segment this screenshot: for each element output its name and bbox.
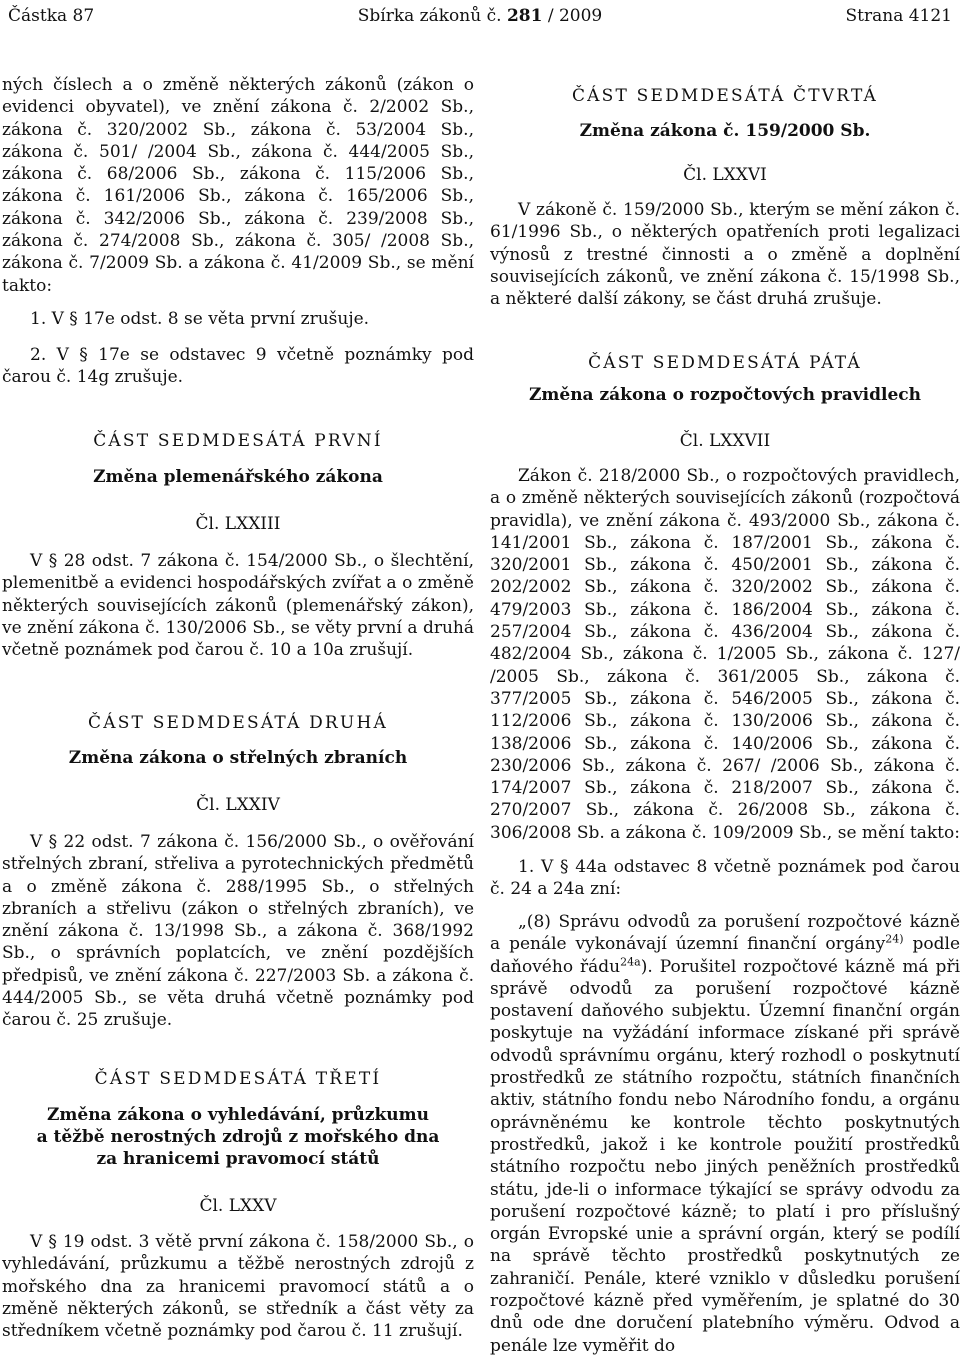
list-item: 1. V § 44a odstavec 8 včetně poznámek pod čarou č. 24 a 24a zní: — [490, 857, 960, 900]
article-number: Čl. LXXV — [199, 1196, 277, 1216]
part-title-line: za hranicemi pravomocí států — [96, 1149, 380, 1169]
part-heading: ČÁST SEDMDESÁTÁ ČTVRTÁ — [571, 86, 879, 106]
article-text: Zákon č. 218/2000 Sb., o rozpočtových pravidlech, a o změně některých souvisejících zákonů (rozpočtová pravidla), ve znění zákona č. 493/2000 Sb., zákona č. 141/2001 Sb., zákona č. 187/2001 Sb., zákona č. 320/2001 Sb., zákona č. 450/2001 Sb., zákona č. 202/2002 Sb., zákona č. 320/2002 Sb., zákona č. 479/2003 Sb., zákona č. 186/2004 Sb., zákona č. 257/2004 Sb., zákona č. 436/2004 Sb., zákona č. 482/2004 Sb., zákona č. 1/2005 Sb., zákona č. 127/ /2005 Sb., zákona č. 361/2005 Sb., zákona č. 377/2005 Sb., zákona č. 546/2005 Sb., zákona č. 112/2006 Sb., zákona č. 130/2006 Sb., zákona č. 138/2006 Sb., zákona č. 140/2006 Sb., zákona č. 230/2006 Sb., zákona č. 267/ /2006 Sb., zákona č. 174/2007 Sb., zákona č. 218/2007 Sb., zákona č. 270/2007 Sb., zákona č. 26/2008 Sb., zákona č. 306/2008 Sb. a zákona č. 109/2009 Sb., se mění takto: — [490, 466, 960, 843]
part-title: Změna zákona o střelných zbraních — [68, 748, 408, 768]
article-text: V § 28 odst. 7 zákona č. 154/2000 Sb., o šlechtění, plemenitbě a evidenci hospodářských zvířat a o změně některých souvisejících zákonů (plemenářský zákon), ve znění zákona č. 130/2006 Sb., se věty první a druhá včetně poznámek pod čarou č. 10 a 10a zrušují. — [2, 551, 474, 661]
article-number: Čl. LXXVII — [679, 431, 771, 451]
issue-number: Částka 87 — [8, 6, 95, 26]
footnote-ref: 24a — [620, 954, 641, 968]
article-number: Čl. LXXVI — [683, 165, 767, 185]
page-number: Strana 4121 — [845, 6, 952, 26]
page-header — [8, 6, 952, 30]
footnote-ref: 24) — [885, 932, 904, 946]
list-item: 1. V § 17e odst. 8 se věta první zrušuje. — [30, 309, 370, 329]
article-text: V zákoně č. 159/2000 Sb., kterým se mění zákon č. 61/1996 Sb., o některých opatřeních proti legalizaci výnosů z trestné činnosti a o změně a doplnění souvisejících zákonů, ve znění zákona č. 15/1998 Sb., a některé další zákony, se část druhá zrušuje. — [490, 200, 960, 310]
part-title-line: Změna zákona o vyhledávání, průzkumu — [46, 1105, 430, 1125]
part-heading: ČÁST SEDMDESÁTÁ PÁTÁ — [588, 353, 862, 373]
article-number: Čl. LXXIV — [196, 795, 280, 815]
part-title: Změna zákona o rozpočtových pravidlech — [528, 385, 921, 405]
part-title-line: a těžbě nerostných zdrojů z mořského dna — [36, 1127, 440, 1147]
part-heading: ČÁST SEDMDESÁTÁ DRUHÁ — [88, 713, 388, 733]
list-item: 2. V § 17e se odstavec 9 včetně poznámky pod čarou č. 14g zrušuje. — [2, 345, 474, 388]
article-text: V § 19 odst. 3 větě první zákona č. 158/2000 Sb., o vyhledávání, průzkumu a těžbě nerostných zdrojů z mořského dna za hranicemi pravomocí států a o změně některých zákonů, se středník a část věty za středníkem včetně poznámky pod čarou č. 11 zrušují. — [2, 1232, 474, 1342]
part-heading: ČÁST SEDMDESÁTÁ TŘETÍ — [94, 1069, 382, 1089]
article-number: Čl. LXXIII — [195, 514, 281, 534]
collection-title: Sbírka zákonů č. 281 / 2009 — [357, 6, 603, 26]
part-title: Změna plemenářského zákona — [93, 467, 383, 487]
part-heading: ČÁST SEDMDESÁTÁ PRVNÍ — [93, 431, 383, 451]
quoted-paragraph: „(8) Správu odvodů za porušení rozpočtové kázně a penále vykonávají územní finanční orgány$^{24)}$ podle daňového řádu$^{24a}$). Porušitel rozpočtové kázně má při správě odvodů za porušení rozpočtové kázně postavení daňového subjektu. Územní finanční orgán poskytuje na vyžádání informace získané při správě odvodů správnímu orgánu, který rozhodl o poskytnutí prostředků ze státního rozpočtu, státních finančních aktiv, státního fondu nebo Národního fondu, a orgánu oprávněnému ke kontrole těchto poskytnutých prostředků, jakož i ke kontrole použití prostředků státního rozpočtu nebo jiných peněžních prostředků státu, jde-li o informace týkající se správy odvodu za porušení rozpočtové kázně; to platí i pro příslušný orgán Evropské unie a správní orgán, který se podílí na správě těchto prostředků poskytnutých ze zahraničí. Penále, které vzniklo v důsledku porušení rozpočtové kázně před vyměřením, je splatné do 30 dnů ode dne doručení platebního výměru. Odvod a penále lze vyměřit do — [490, 912, 960, 1356]
article-text: V § 22 odst. 7 zákona č. 156/2000 Sb., o ověřování střelných zbraní, střeliva a pyrotechnických předmětů a o změně zákona č. 288/1995 Sb., o střelných zbraních a střelivu (zákon o střelných zbraních), ve znění zákona č. 13/1998 Sb., a zákona č. 368/1992 Sb., o správních poplatcích, ve znění pozdějších předpisů, ve znění zákona č. 227/2003 Sb. a zákona č. 444/2005 Sb., se věta druhá včetně poznámky pod čarou č. 25 zrušuje. — [2, 832, 474, 1031]
part-title: Změna zákona č. 159/2000 Sb. — [579, 121, 871, 141]
intro-paragraph: ných číslech a o změně některých zákonů (zákon o evidenci obyvatel), ve znění zákona č. 2/2002 Sb., zákona č. 320/2002 Sb., zákona č. 53/2004 Sb., zákona č. 501/ /2004 Sb., zákona č. 444/2005 Sb., zákona č. 68/2006 Sb., zákona č. 115/2006 Sb., zákona č. 161/2006 Sb., zákona č. 165/2006 Sb., zákona č. 342/2006 Sb., zákona č. 239/2008 Sb., zákona č. 274/2008 Sb., zákona č. 305/ /2008 Sb., zákona č. 7/2009 Sb. a zákona č. 41/2009 Sb., se mění takto: — [2, 75, 474, 296]
